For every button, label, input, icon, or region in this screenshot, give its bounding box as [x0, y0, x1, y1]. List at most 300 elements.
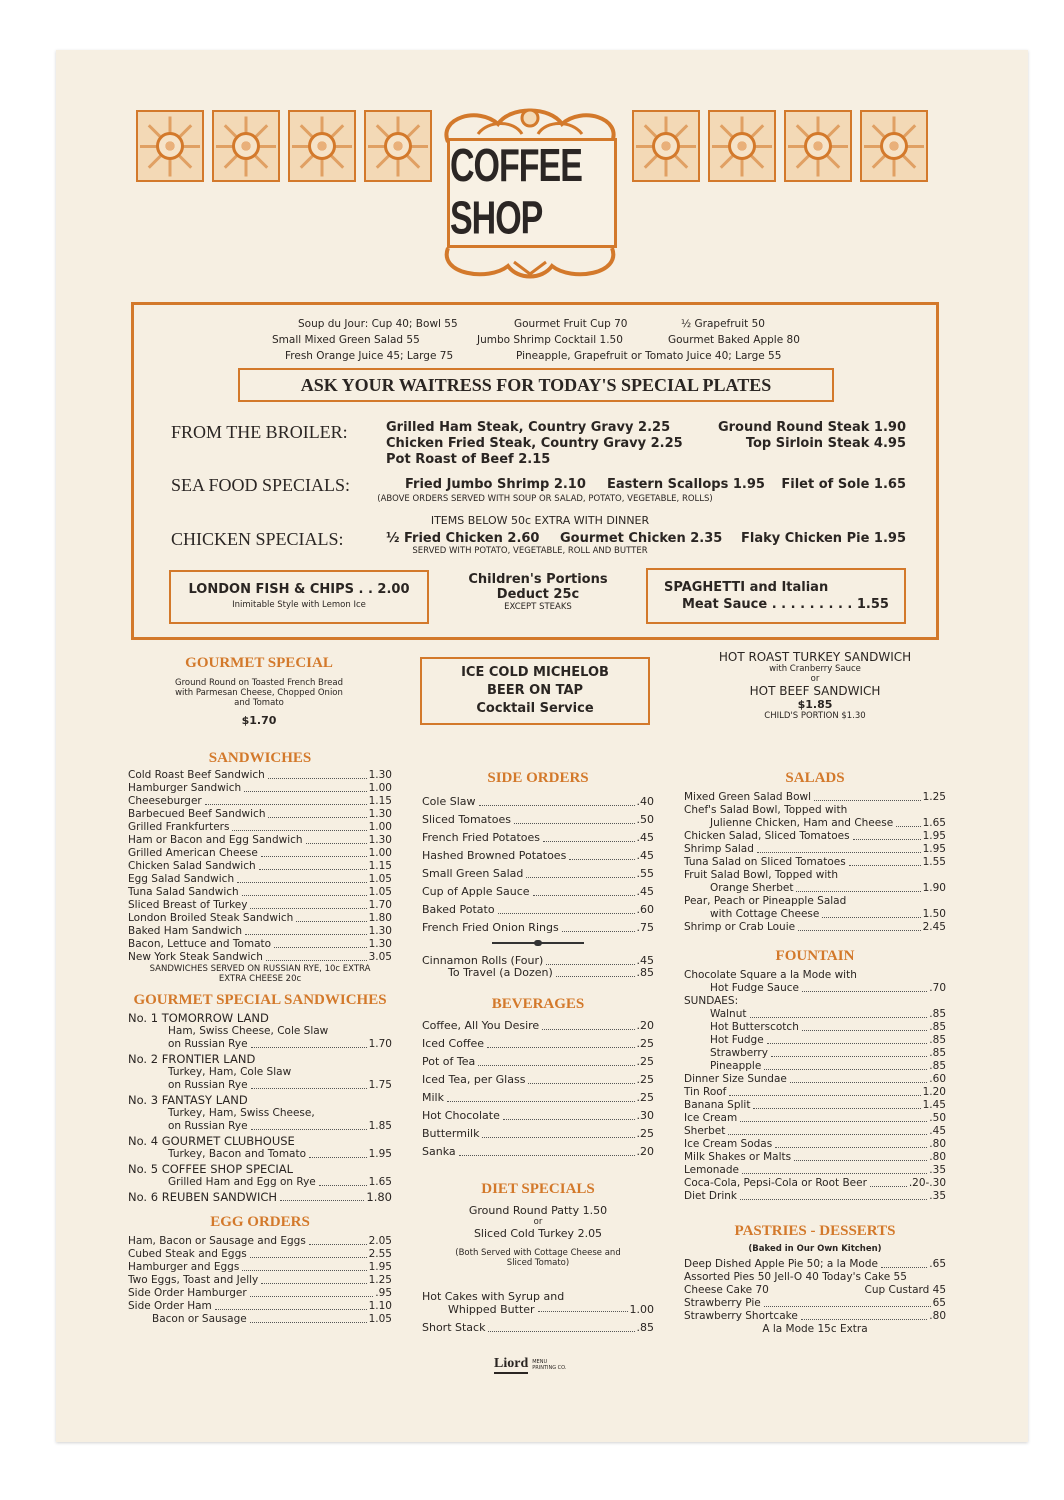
leader-dots [250, 899, 366, 909]
item-price: 1.30 [368, 808, 392, 820]
list-item [128, 1274, 392, 1287]
list-item: To Travel (a Dozen) .85 [448, 966, 654, 979]
list-item: A la Mode 15c Extra [762, 1323, 868, 1335]
broiler-item: Chicken Fried Steak, Country Gravy 2.25 [386, 436, 683, 451]
list-item [684, 1099, 946, 1112]
list-item [422, 1125, 654, 1143]
ornament-tile [784, 110, 852, 182]
item-name: Iced Tea, per Glass [422, 1073, 526, 1086]
list-item [422, 901, 654, 919]
list-item [684, 1164, 946, 1177]
item-price: .20-.30 [908, 1177, 946, 1189]
item-price: 1.20 [922, 1086, 946, 1098]
item-name: Cup of Apple Sauce [422, 885, 530, 898]
leader-dots [740, 1190, 927, 1200]
gourmet-sandwiches-list [128, 1012, 392, 1204]
hot-sandwich-line: with Cranberry Sauce [769, 664, 861, 674]
item-name: Hamburger and Eggs [128, 1261, 240, 1273]
item-price: .80 [929, 1151, 946, 1163]
gourmet-sandwich-name: No. 1 TOMORROW LAND [128, 1011, 269, 1025]
item-name: Cheeseburger [128, 795, 202, 807]
list-item: on Russian Rye 1.75 [168, 1079, 392, 1091]
leader-dots [790, 1073, 927, 1083]
diet-line: or [533, 1217, 543, 1227]
list-item: Pear, Peach or Pineapple Salad [684, 895, 847, 907]
side-orders-list [422, 793, 654, 937]
item-name: Side Order Hamburger [128, 1287, 247, 1299]
section-divider [422, 940, 654, 946]
broiler-item: Grilled Ham Steak, Country Gravy 2.25 [386, 420, 671, 435]
list-item [128, 1235, 392, 1248]
item-price: 1.00 [368, 782, 392, 794]
list-item: Grilled Ham and Egg on Rye 1.65 [168, 1176, 392, 1188]
list-item [684, 1177, 946, 1190]
list-item [128, 938, 392, 951]
chicken-item: ½ Fried Chicken 2.60 [386, 531, 540, 546]
fountain-title: FOUNTAIN [775, 948, 855, 964]
leader-dots [569, 847, 634, 860]
item-price: .25 [636, 1073, 654, 1086]
sandwiches-note: EXTRA CHEESE 20c [218, 974, 302, 984]
gourmet-special-title: GOURMET SPECIAL [185, 655, 333, 671]
london-fish-title: LONDON FISH & CHIPS . . 2.00 [188, 582, 410, 597]
list-item [422, 847, 654, 865]
leader-dots [503, 1107, 635, 1120]
item-price: 1.10 [368, 1300, 392, 1312]
list-item [128, 782, 392, 795]
top-item: Gourmet Baked Apple 80 [668, 334, 800, 346]
item-price: 1.45 [922, 1099, 946, 1111]
item-name: Cold Roast Beef Sandwich [128, 769, 265, 781]
top-item: Pineapple, Grapefruit or Tomato Juice 40; Large 55 [516, 350, 782, 362]
item-price: .20 [636, 1019, 654, 1032]
list-item: Hot Fudge Sauce .70 [710, 982, 946, 994]
london-fish-sub: Inimitable Style with Lemon Ice [232, 600, 366, 610]
sundaes-label: SUNDAES: [684, 995, 739, 1007]
children-portions [456, 572, 620, 612]
sundaes-list [684, 1008, 946, 1073]
item-name: Chicken Salad Sandwich [128, 860, 256, 872]
item-name: Buttermilk [422, 1127, 480, 1140]
leader-dots [479, 793, 635, 806]
top-item: Soup du Jour: Cup 40; Bowl 55 [298, 318, 458, 330]
item-price: .25 [636, 1037, 654, 1050]
item-price: .25 [636, 1055, 654, 1068]
item-price: 3.05 [368, 951, 392, 963]
list-item [128, 795, 392, 808]
leader-dots [514, 811, 635, 824]
beverages-list [422, 1017, 654, 1161]
list-item [128, 769, 392, 782]
item-name: Diet Drink [684, 1190, 737, 1202]
diet-line: Sliced Tomato) [506, 1258, 570, 1268]
children-line: Children's Portions [468, 572, 608, 587]
diet-line: Ground Round Patty 1.50 [468, 1204, 608, 1217]
item-name: Milk [422, 1091, 444, 1104]
item-price: .85 [929, 1008, 946, 1020]
list-item [128, 1248, 392, 1261]
item-name: Hashed Browned Potatoes [422, 849, 567, 862]
leader-dots [250, 1287, 374, 1297]
list-item [128, 912, 392, 925]
seafood-note: (ABOVE ORDERS SERVED WITH SOUP OR SALAD, POTATO, VEGETABLE, ROLLS) [377, 494, 713, 504]
list-item: Chocolate Square a la Mode with [684, 969, 857, 981]
hot-sandwich-line: HOT ROAST TURKEY SANDWICH [718, 650, 912, 664]
list-item: Strawberry Shortcake .80 [684, 1310, 946, 1322]
list-item: Fruit Salad Bowl, Topped with [684, 869, 839, 881]
list-item [710, 1060, 946, 1073]
item-name: Ham or Bacon and Egg Sandwich [128, 834, 303, 846]
item-price: .45 [636, 885, 654, 898]
item-name: Pot of Tea [422, 1055, 476, 1068]
gourmet-sandwich-desc: Turkey, Ham, Swiss Cheese, [168, 1107, 315, 1119]
gourmet-sandwich-name: No. 3 FANTASY LAND [128, 1093, 248, 1107]
list-item: Mixed Green Salad Bowl 1.25 [684, 791, 946, 803]
seafood-item: Eastern Scallops 1.95 [607, 477, 765, 492]
leader-dots [447, 1089, 635, 1102]
list-item: Shrimp or Crab Louie 2.45 [684, 921, 946, 933]
diet-line: (Both Served with Cottage Cheese and [455, 1248, 621, 1258]
item-name: Sliced Breast of Turkey [128, 899, 248, 911]
item-price: 2.05 [368, 1235, 392, 1247]
beer-line: BEER ON TAP [486, 683, 584, 698]
leader-dots [261, 1274, 366, 1284]
list-item [710, 1008, 946, 1021]
item-name: Hot Butterscotch [710, 1021, 799, 1033]
list-item [422, 1053, 654, 1071]
item-name: Pineapple [710, 1060, 762, 1072]
seafood-item: Fried Jumbo Shrimp 2.10 [405, 477, 586, 492]
item-name: Hamburger Sandwich [128, 782, 242, 794]
item-name: Dinner Size Sundae [684, 1073, 787, 1085]
item-name: Coffee, All You Desire [422, 1019, 540, 1032]
leader-dots [274, 938, 367, 948]
item-name: French Fried Potatoes [422, 831, 540, 844]
middle-column [422, 770, 654, 1337]
item-price: 2.55 [368, 1248, 392, 1260]
list-item [128, 925, 392, 938]
item-price: .45 [929, 1125, 946, 1137]
broiler-item: Pot Roast of Beef 2.15 [386, 452, 551, 467]
item-price: 1.80 [368, 912, 392, 924]
spaghetti-box [646, 568, 906, 624]
leader-dots [775, 1138, 927, 1148]
leader-dots [259, 860, 367, 870]
leader-dots [487, 1035, 634, 1048]
item-name: New York Steak Sandwich [128, 951, 263, 963]
leader-dots [232, 821, 366, 831]
list-item [128, 1300, 392, 1313]
egg-orders-list [128, 1235, 392, 1313]
pastries-list [684, 1258, 946, 1336]
list-item [128, 1287, 392, 1300]
printer-logo [494, 1356, 567, 1374]
item-name: Hot Chocolate [422, 1109, 500, 1122]
list-item: Whipped Butter 1.00 [448, 1303, 654, 1316]
list-item: Cheese Cake 70 Cup Custard 45 [684, 1284, 946, 1296]
fountain-items [684, 1073, 946, 1203]
top-item: ½ Grapefruit 50 [681, 318, 765, 330]
list-item: Short Stack .85 [422, 1321, 654, 1334]
hot-cakes: Hot Cakes with Syrup and [422, 1290, 565, 1303]
leader-dots [767, 1034, 928, 1044]
sandwiches-note: SANDWICHES SERVED ON RUSSIAN RYE, 10c EXTRA [149, 964, 371, 974]
list-item [128, 899, 392, 912]
broiler-label: FROM THE BROILER: [171, 422, 348, 442]
item-price: .75 [636, 921, 654, 934]
gourmet-special-desc: with Parmesan Cheese, Chopped Onion [175, 688, 343, 698]
leader-dots [478, 1053, 634, 1066]
leader-dots [242, 1261, 366, 1271]
hot-sandwich-line: CHILD'S PORTION $1.30 [764, 711, 866, 721]
list-item [422, 829, 654, 847]
leader-dots [740, 1112, 927, 1122]
list-item: on Russian Rye 1.70 [168, 1038, 392, 1050]
item-price: .45 [636, 849, 654, 862]
gourmet-special-desc: Ground Round on Toasted French Bread [174, 678, 344, 688]
diet-line: Sliced Cold Turkey 2.05 [473, 1227, 603, 1240]
beer-box [420, 657, 650, 725]
item-name: Grilled American Cheese [128, 847, 258, 859]
list-item: No. 6 REUBEN SANDWICH 1.80 [128, 1190, 392, 1204]
seafood-item: Filet of Sole 1.65 [781, 477, 906, 492]
ornament-tile [288, 110, 356, 182]
top-item: Jumbo Shrimp Cocktail 1.50 [477, 334, 623, 346]
leader-dots [268, 808, 366, 818]
item-price: .95 [375, 1287, 392, 1299]
item-name: Bacon, Lettuce and Tomato [128, 938, 272, 950]
item-name: Baked Potato [422, 903, 495, 916]
item-name: Egg Salad Sandwich [128, 873, 235, 885]
list-item [422, 793, 654, 811]
item-price: 1.95 [368, 1261, 392, 1273]
item-name: French Fried Onion Rings [422, 921, 559, 934]
item-name: Barbecued Beef Sandwich [128, 808, 266, 820]
list-item: on Russian Rye 1.85 [168, 1120, 392, 1132]
hot-sandwich-line: or [810, 674, 820, 684]
list-item: Assorted Pies 50 Jell-O 40 Today's Cake 55 [684, 1271, 907, 1283]
leader-dots [482, 1125, 634, 1138]
item-price: .85 [929, 1021, 946, 1033]
item-name: Ice Cream Sodas [684, 1138, 773, 1150]
list-item: Bacon or Sausage 1.05 [152, 1313, 392, 1325]
list-item [710, 1021, 946, 1034]
gourmet-special-desc: and Tomato [234, 698, 284, 708]
item-price: .30 [636, 1109, 654, 1122]
leader-dots [250, 1248, 367, 1258]
hot-sandwich-line: $1.85 [797, 698, 833, 711]
item-price: 1.30 [368, 938, 392, 950]
item-price: 1.25 [368, 1274, 392, 1286]
list-item [422, 1107, 654, 1125]
list-item [684, 1112, 946, 1125]
list-item [710, 1034, 946, 1047]
item-price: .40 [636, 795, 654, 808]
leader-dots [533, 883, 635, 896]
list-item: Cinnamon Rolls (Four) .45 [422, 954, 654, 967]
sandwiches-title: SANDWICHES [208, 750, 312, 766]
item-name: Cole Slaw [422, 795, 476, 808]
spaghetti-line: SPAGHETTI and Italian [664, 580, 829, 595]
list-item [684, 1125, 946, 1138]
list-item [422, 1089, 654, 1107]
title-plaque [447, 138, 617, 248]
list-item [422, 811, 654, 829]
item-name: Strawberry [710, 1047, 768, 1059]
item-price: .20 [636, 1145, 654, 1158]
list-item [684, 1086, 946, 1099]
item-price: .25 [636, 1091, 654, 1104]
list-item [684, 1190, 946, 1203]
pastries-title: PASTRIES - DESSERTS [734, 1223, 896, 1239]
item-price: .85 [929, 1060, 946, 1072]
item-name: London Broiled Steak Sandwich [128, 912, 294, 924]
beverages-title: BEVERAGES [491, 996, 585, 1012]
leader-dots [309, 1235, 367, 1245]
list-item [422, 1017, 654, 1035]
leader-dots [459, 1143, 635, 1156]
item-name: Tuna Salad Sandwich [128, 886, 239, 898]
item-name: Side Order Ham [128, 1300, 212, 1312]
item-name: Ice Cream [684, 1112, 738, 1124]
leader-dots [742, 1164, 927, 1174]
logo-small: MENU [532, 1359, 548, 1365]
beer-line: ICE COLD MICHELOB [461, 665, 609, 680]
leader-dots [245, 925, 367, 935]
item-name: Coca-Cola, Pepsi-Cola or Root Beer [684, 1177, 867, 1189]
leader-dots [215, 1300, 367, 1310]
beer-line: Cocktail Service [476, 701, 594, 716]
list-item [684, 1151, 946, 1164]
list-item: Turkey, Bacon and Tomato 1.95 [168, 1148, 392, 1160]
gourmet-special-price: $1.70 [241, 714, 277, 727]
list-item [128, 951, 392, 964]
logo-small: PRINTING CO. [532, 1365, 567, 1371]
list-item [422, 1035, 654, 1053]
chicken-item: Gourmet Chicken 2.35 [560, 531, 723, 546]
list-item [128, 808, 392, 821]
leader-dots [794, 1151, 927, 1161]
item-price: 1.00 [368, 821, 392, 833]
item-name: Grilled Frankfurters [128, 821, 230, 833]
broiler-item: Top Sirloin Steak 4.95 [745, 436, 906, 451]
item-name: Cubed Steak and Eggs [128, 1248, 247, 1260]
item-name: Sherbet [684, 1125, 726, 1137]
list-item [684, 1138, 946, 1151]
item-name: Small Green Salad [422, 867, 524, 880]
top-item: Fresh Orange Juice 45; Large 75 [285, 350, 454, 362]
fountain-list [684, 969, 946, 1203]
side-orders-title: SIDE ORDERS [487, 770, 589, 786]
chicken-note: SERVED WITH POTATO, VEGETABLE, ROLL AND BUTTER [412, 546, 648, 556]
sandwiches-list [128, 769, 392, 964]
item-price: 1.15 [368, 795, 392, 807]
item-price: .55 [636, 867, 654, 880]
leader-dots [542, 1017, 634, 1030]
list-item [128, 1261, 392, 1274]
item-price: 1.30 [368, 925, 392, 937]
leader-dots [296, 912, 366, 922]
list-item: Deep Dished Apple Pie 50; a la Mode .65 [684, 1258, 946, 1270]
list-item: with Cottage Cheese 1.50 [710, 908, 946, 920]
leader-dots [266, 951, 367, 961]
ornament-tile [212, 110, 280, 182]
list-item [128, 834, 392, 847]
list-item [128, 821, 392, 834]
salads-title: SALADS [785, 770, 845, 786]
item-name: Baked Ham Sandwich [128, 925, 243, 937]
children-line: Deduct 25c [496, 587, 580, 602]
list-item: Julienne Chicken, Ham and Cheese 1.65 [710, 817, 946, 829]
london-fish-box [169, 570, 429, 624]
top-item: Small Mixed Green Salad 55 [272, 334, 420, 346]
logo-wordmark: Liord [494, 1356, 528, 1374]
leader-dots [244, 782, 366, 792]
list-item [128, 860, 392, 873]
special-plates-banner: ASK YOUR WAITRESS FOR TODAY'S SPECIAL PLATES [238, 368, 834, 402]
gourmet-special [150, 655, 368, 727]
list-item [422, 1143, 654, 1161]
item-name: Milk Shakes or Malts [684, 1151, 792, 1163]
chicken-label: CHICKEN SPECIALS: [171, 529, 344, 549]
right-column [684, 770, 946, 1336]
ornament-tile [860, 110, 928, 182]
spaghetti-line: Meat Sauce . . . . . . . . . 1.55 [682, 597, 889, 612]
list-item [422, 865, 654, 883]
list-item [128, 847, 392, 860]
leader-dots [771, 1047, 927, 1057]
item-price: .85 [929, 1034, 946, 1046]
seafood-label: SEA FOOD SPECIALS: [171, 475, 351, 495]
leader-dots [728, 1125, 927, 1135]
item-name: Walnut [710, 1008, 747, 1020]
item-name: Sanka [422, 1145, 456, 1158]
item-name: Tin Roof [684, 1086, 727, 1098]
item-price: 1.05 [368, 873, 392, 885]
item-name: Iced Coffee [422, 1037, 485, 1050]
children-line: EXCEPT STEAKS [504, 602, 572, 612]
leader-dots [753, 1099, 920, 1109]
leader-dots [729, 1086, 920, 1096]
item-price: 1.05 [368, 886, 392, 898]
salads-list [684, 791, 946, 934]
hot-sandwich-line: HOT BEEF SANDWICH [749, 684, 881, 698]
gourmet-sandwich-desc: Turkey, Ham, Cole Slaw [168, 1066, 292, 1078]
broiler-item: Ground Round Steak 1.90 [717, 420, 906, 435]
chicken-item: Flaky Chicken Pie 1.95 [740, 531, 906, 546]
gourmet-sandwich-name: No. 2 FRONTIER LAND [128, 1052, 256, 1066]
chicken-note-top: ITEMS BELOW 50c EXTRA WITH DINNER [430, 514, 650, 527]
item-price: .45 [636, 831, 654, 844]
item-price: 1.30 [368, 834, 392, 846]
item-price: 1.00 [368, 847, 392, 859]
ornament-tile [632, 110, 700, 182]
item-name: Banana Split [684, 1099, 751, 1111]
list-item: Shrimp Salad 1.95 [684, 843, 946, 855]
list-item [710, 1047, 946, 1060]
left-column [128, 750, 392, 1326]
leader-dots [242, 886, 367, 896]
leader-dots [306, 834, 367, 844]
item-name: Ham, Bacon or Sausage and Eggs [128, 1235, 306, 1247]
item-name: Lemonade [684, 1164, 739, 1176]
list-item [422, 919, 654, 937]
leader-dots [261, 847, 367, 857]
list-item: Strawberry Pie 65 [684, 1297, 946, 1309]
list-item: Tuna Salad on Sliced Tomatoes 1.55 [684, 856, 946, 868]
page-title: COFFEE SHOP [450, 140, 582, 245]
item-price: .60 [636, 903, 654, 916]
